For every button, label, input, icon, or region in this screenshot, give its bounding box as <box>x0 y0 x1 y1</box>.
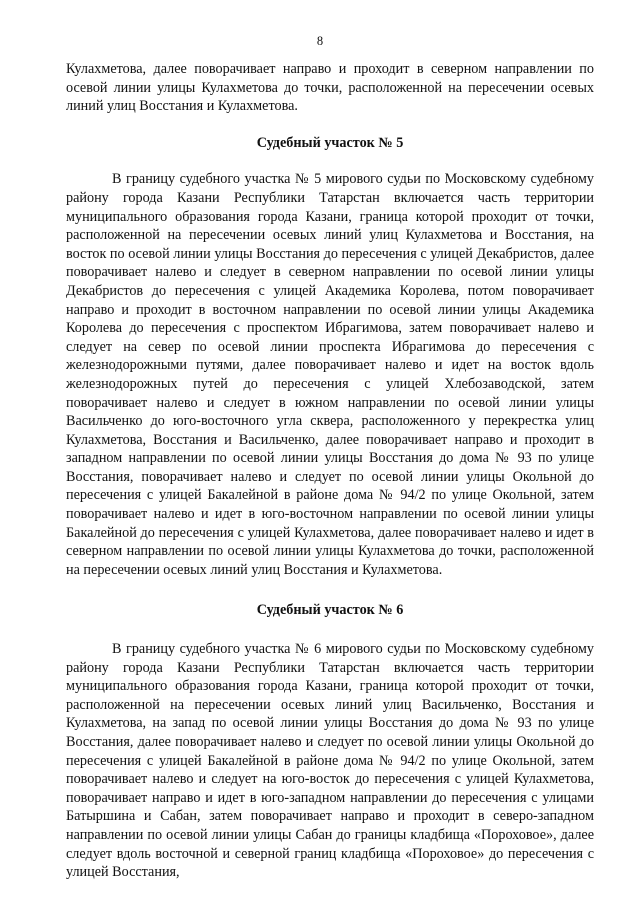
section-5-heading: Судебный участок № 5 <box>256 134 404 151</box>
section-6-paragraph: В границу судебного участка № 6 мирового судьи по Московскому судебному району города Казани Республики Татарстан включается часть территории муниципального образования города Казани, граница которой проходит от точки, расположенной на пересечении осевых линий улиц Васильченко, Восстания и Кулахметова, на запад по осевой линии улицы Восстания до дома № 93 по улице Восстания, далее поворачивает налево и следует по осевой линии улицы Окольной до пересечения с улицей Бакалейной в районе дома № 94/2 по улице Окольной, затем поворачивает налево и следует на юго-восток до пересечения с улицей Кулахметова, поворачивает направо и идет в юго-западном направлении до пересечения с улицами Батыршина и Сабан, затем поворачивает направо и проходит в северо-западном направлении по осевой линии улицы Сабан до границы кладбища «Пороховое», далее следует вдоль восточной и северной границ кладбища «Пороховое» до пересечения с улицей Восстания, <box>66 641 594 881</box>
section-6-heading: Судебный участок № 6 <box>256 602 404 619</box>
document-body <box>66 60 594 882</box>
section-5-paragraph: В границу судебного участка № 5 мирового судьи по Московскому судебному району города Казани Республики Татарстан включается часть территории муниципального образования города Казани, граница которой проходит от точки, расположенной на пересечении осевых линий улиц Кулахметова и Восстания, на восток по осевой линии улицы Восстания до пересечения с улицей Декабристов, далее поворачивает налево и следует в северном направлении по осевой линии улицы Декабристов до пересечения с улицей Академика Королева, потом поворачивает направо и проходит в восточном направлении по осевой линии улицы Академика Королева до пересечения с проспектом Ибрагимова, затем поворачивает налево и следует на север по осевой линии проспекта Ибрагимова до пересечения с железнодорожными путями, далее поворачивает налево и идет на восток вдоль железнодорожных путей до пересечения с улицей Хлебозаводской, затем поворачивает налево и следует в южном направлении по осевой линии улицы Васильченко до юго-восточного угла сквера, расположенного у перекрестка улиц Кулахметова, Восстания и Васильченко, далее поворачивает направо и проходит в западном направлении по осевой линии улицы Восстания до дома № 93 по улице Восстания, поворачивает налево и следует по осевой линии улицы Окольной до пересечения с улицей Бакалейной в районе дома № 94/2 по улице Окольной, затем поворачивает налево и идет в юго-восточном направлении по осевой линии улицы Бакалейной до пересечения с улицей Кулахметова, далее поворачивает налево и идет в северном направлении по осевой линии улицы Кулахметова до точки, расположенной на пересечении осевых линий улиц Восстания и Кулахметова. <box>66 171 594 578</box>
page-number: 8 <box>316 34 324 48</box>
intro-paragraph: Кулахметова, далее поворачивает направо и проходит в северном направлении по осевой линии улицы Кулахметова до точки, расположенной на пересечении осевых линий улиц Восстания и Кулахметова. <box>66 61 594 115</box>
